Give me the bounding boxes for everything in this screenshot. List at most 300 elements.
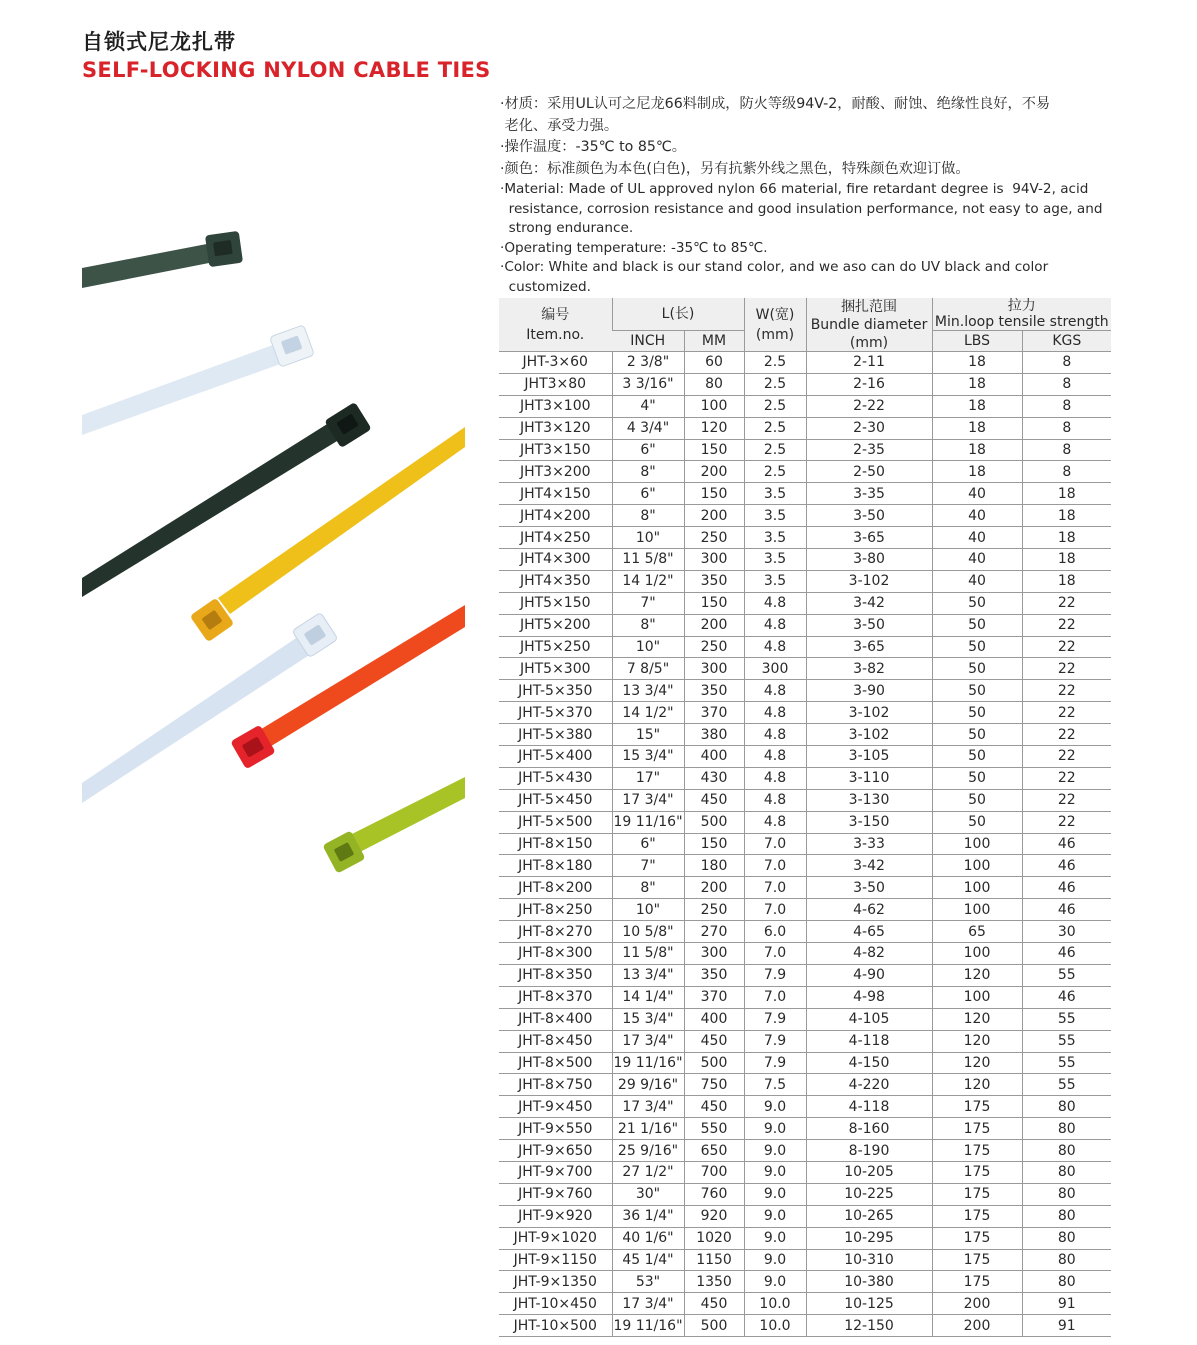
item-no-cell: JHT-9×1020 — [499, 1227, 612, 1249]
tensile-kgs-cell: 22 — [1022, 658, 1111, 680]
bundle-diameter-cell: 4-82 — [806, 943, 932, 965]
length-inch-cell: 8" — [612, 461, 684, 483]
length-inch-cell: 40 1/6" — [612, 1227, 684, 1249]
length-mm-cell: 400 — [684, 1008, 744, 1030]
width-cell: 2.5 — [744, 373, 806, 395]
bundle-diameter-cell: 3-80 — [806, 549, 932, 571]
inch-header: INCH — [612, 331, 684, 352]
tensile-kgs-cell: 55 — [1022, 964, 1111, 986]
width-cell: 4.8 — [744, 811, 806, 833]
bundle-diameter-cell: 2-30 — [806, 417, 932, 439]
length-inch-cell: 17 3/4" — [612, 1293, 684, 1315]
table-row — [499, 1205, 1111, 1227]
item-no-cell: JHT-9×650 — [499, 1140, 612, 1162]
length-mm-cell: 180 — [684, 855, 744, 877]
table-row — [499, 395, 1111, 417]
table-row — [499, 789, 1111, 811]
bundle-diameter-cell: 3-65 — [806, 527, 932, 549]
width-cell: 4.8 — [744, 767, 806, 789]
item-no-cell: JHT-5×400 — [499, 746, 612, 768]
tensile-kgs-cell: 22 — [1022, 746, 1111, 768]
bundle-diameter-cell: 2-16 — [806, 373, 932, 395]
item-no-cell: JHT4×300 — [499, 549, 612, 571]
length-inch-cell: 6" — [612, 833, 684, 855]
item-no-cell: JHT3×150 — [499, 439, 612, 461]
width-cell: 4.8 — [744, 789, 806, 811]
tensile-kgs-cell: 18 — [1022, 549, 1111, 571]
length-mm-cell: 550 — [684, 1118, 744, 1140]
table-row — [499, 614, 1111, 636]
tensile-lbs-cell: 100 — [932, 943, 1022, 965]
length-mm-cell: 150 — [684, 833, 744, 855]
tensile-lbs-cell: 40 — [932, 570, 1022, 592]
width-cell: 9.0 — [744, 1096, 806, 1118]
length-mm-cell: 430 — [684, 767, 744, 789]
bundle-diameter-cell: 3-50 — [806, 877, 932, 899]
table-row — [499, 1315, 1111, 1337]
bundle-diameter-cell: 12-150 — [806, 1315, 932, 1337]
item-no-cell: JHT-8×200 — [499, 877, 612, 899]
tensile-lbs-cell: 18 — [932, 373, 1022, 395]
bundle-diameter-cell: 3-33 — [806, 833, 932, 855]
bundle-diameter-cell: 3-102 — [806, 570, 932, 592]
length-mm-cell: 500 — [684, 811, 744, 833]
page-title-chinese: 自锁式尼龙扎带 — [82, 30, 236, 54]
description-line: ·Operating temperature: -35℃ to 85℃. — [500, 239, 768, 256]
length-inch-cell: 27 1/2" — [612, 1161, 684, 1183]
bundle-diameter-cell: 2-11 — [806, 352, 932, 374]
table-row — [499, 986, 1111, 1008]
bundle-diameter-cell: 10-295 — [806, 1227, 932, 1249]
table-row — [499, 658, 1111, 680]
tensile-lbs-cell: 100 — [932, 877, 1022, 899]
item-no-cell: JHT3×100 — [499, 395, 612, 417]
length-inch-cell: 17 3/4" — [612, 789, 684, 811]
tensile-kgs-cell: 80 — [1022, 1249, 1111, 1271]
length-inch-cell: 11 5/8" — [612, 943, 684, 965]
width-cell: 300 — [744, 658, 806, 680]
tensile-kgs-cell: 46 — [1022, 855, 1111, 877]
width-header: W(宽) (mm) — [744, 298, 806, 352]
item-no-cell: JHT-9×700 — [499, 1161, 612, 1183]
item-no-cell: JHT3×120 — [499, 417, 612, 439]
table-row — [499, 1227, 1111, 1249]
length-mm-cell: 150 — [684, 592, 744, 614]
length-mm-cell: 380 — [684, 724, 744, 746]
length-mm-cell: 450 — [684, 1096, 744, 1118]
tensile-lbs-cell: 50 — [932, 767, 1022, 789]
tensile-lbs-cell: 120 — [932, 964, 1022, 986]
item-no-cell: JHT3×200 — [499, 461, 612, 483]
item-no-cell: JHT3×80 — [499, 373, 612, 395]
table-row — [499, 527, 1111, 549]
tensile-kgs-cell: 91 — [1022, 1293, 1111, 1315]
length-mm-cell: 750 — [684, 1074, 744, 1096]
item-no-cell: JHT4×250 — [499, 527, 612, 549]
length-mm-cell: 350 — [684, 570, 744, 592]
length-mm-cell: 100 — [684, 395, 744, 417]
bundle-diameter-cell: 4-65 — [806, 921, 932, 943]
length-inch-cell: 30" — [612, 1183, 684, 1205]
width-cell: 4.8 — [744, 636, 806, 658]
bundle-diameter-cell: 3-110 — [806, 767, 932, 789]
length-inch-cell: 15 3/4" — [612, 746, 684, 768]
table-row — [499, 855, 1111, 877]
table-row — [499, 1140, 1111, 1162]
tensile-lbs-cell: 120 — [932, 1030, 1022, 1052]
item-no-cell: JHT-10×450 — [499, 1293, 612, 1315]
table-row — [499, 921, 1111, 943]
table-row — [499, 746, 1111, 768]
item-no-cell: JHT5×200 — [499, 614, 612, 636]
table-row — [499, 483, 1111, 505]
table-row — [499, 1008, 1111, 1030]
length-mm-cell: 350 — [684, 964, 744, 986]
width-cell: 4.8 — [744, 746, 806, 768]
length-mm-cell: 80 — [684, 373, 744, 395]
tensile-lbs-cell: 100 — [932, 986, 1022, 1008]
item-no-cell: JHT-8×270 — [499, 921, 612, 943]
length-inch-cell: 17 3/4" — [612, 1030, 684, 1052]
width-cell: 2.5 — [744, 439, 806, 461]
table-row — [499, 592, 1111, 614]
table-row — [499, 724, 1111, 746]
tensile-kgs-cell: 8 — [1022, 461, 1111, 483]
length-inch-cell: 13 3/4" — [612, 680, 684, 702]
item-no-header: 编号 Item.no. — [499, 298, 612, 352]
description-line: strong endurance. — [500, 220, 634, 237]
length-mm-cell: 150 — [684, 439, 744, 461]
width-cell: 9.0 — [744, 1161, 806, 1183]
bundle-diameter-cell: 10-380 — [806, 1271, 932, 1293]
tensile-kgs-cell: 80 — [1022, 1183, 1111, 1205]
length-inch-cell: 7 8/5" — [612, 658, 684, 680]
tensile-lbs-cell: 18 — [932, 439, 1022, 461]
width-cell: 7.9 — [744, 1052, 806, 1074]
table-row — [499, 461, 1111, 483]
table-row — [499, 1249, 1111, 1271]
item-no-cell: JHT5×150 — [499, 592, 612, 614]
table-row — [499, 1052, 1111, 1074]
length-mm-cell: 150 — [684, 483, 744, 505]
length-mm-cell: 300 — [684, 658, 744, 680]
bundle-diameter-cell: 3-105 — [806, 746, 932, 768]
description-line: ·Material: Made of UL approved nylon 66 material, fire retardant degree is 94V-2, acid — [500, 181, 1089, 197]
tensile-lbs-cell: 50 — [932, 746, 1022, 768]
length-mm-cell: 120 — [684, 417, 744, 439]
item-no-cell: JHT-8×750 — [499, 1074, 612, 1096]
item-no-cell: JHT-8×250 — [499, 899, 612, 921]
length-mm-cell: 760 — [684, 1183, 744, 1205]
tensile-lbs-cell: 175 — [932, 1096, 1022, 1118]
item-no-cell: JHT-5×430 — [499, 767, 612, 789]
tensile-lbs-cell: 40 — [932, 483, 1022, 505]
length-inch-cell: 17 3/4" — [612, 1096, 684, 1118]
length-inch-cell: 19 11/16" — [612, 811, 684, 833]
tensile-kgs-cell: 22 — [1022, 702, 1111, 724]
bundle-diameter-cell: 2-35 — [806, 439, 932, 461]
tensile-kgs-cell: 80 — [1022, 1161, 1111, 1183]
item-no-cell: JHT-9×1350 — [499, 1271, 612, 1293]
item-no-cell: JHT-5×450 — [499, 789, 612, 811]
mm-header: MM — [684, 331, 744, 352]
tensile-kgs-cell: 46 — [1022, 943, 1111, 965]
length-mm-cell: 1020 — [684, 1227, 744, 1249]
item-no-cell: JHT5×300 — [499, 658, 612, 680]
length-mm-cell: 200 — [684, 877, 744, 899]
tensile-lbs-cell: 40 — [932, 549, 1022, 571]
tensile-kgs-cell: 80 — [1022, 1205, 1111, 1227]
item-no-cell: JHT-8×180 — [499, 855, 612, 877]
width-cell: 7.0 — [744, 855, 806, 877]
tensile-kgs-cell: 55 — [1022, 1074, 1111, 1096]
tensile-lbs-cell: 50 — [932, 680, 1022, 702]
table-row — [499, 1074, 1111, 1096]
tensile-lbs-cell: 100 — [932, 899, 1022, 921]
width-cell: 7.0 — [744, 899, 806, 921]
tensile-lbs-cell: 18 — [932, 352, 1022, 374]
table-row — [499, 1293, 1111, 1315]
length-inch-cell: 4 3/4" — [612, 417, 684, 439]
cable-ties-photo — [0, 0, 470, 900]
length-mm-cell: 270 — [684, 921, 744, 943]
length-mm-cell: 920 — [684, 1205, 744, 1227]
length-mm-cell: 450 — [684, 1030, 744, 1052]
tensile-kgs-cell: 22 — [1022, 811, 1111, 833]
tensile-kgs-cell: 46 — [1022, 833, 1111, 855]
bundle-diameter-cell: 3-42 — [806, 855, 932, 877]
item-no-cell: JHT4×350 — [499, 570, 612, 592]
table-row — [499, 636, 1111, 658]
tensile-lbs-cell: 120 — [932, 1008, 1022, 1030]
tensile-lbs-cell: 50 — [932, 614, 1022, 636]
tensile-lbs-cell: 18 — [932, 461, 1022, 483]
length-inch-cell: 3 3/16" — [612, 373, 684, 395]
item-no-cell: JHT-5×380 — [499, 724, 612, 746]
table-row — [499, 1161, 1111, 1183]
tensile-kgs-cell: 18 — [1022, 505, 1111, 527]
width-cell: 9.0 — [744, 1227, 806, 1249]
specification-table — [499, 298, 1111, 1337]
table-row — [499, 439, 1111, 461]
tensile-lbs-cell: 50 — [932, 811, 1022, 833]
tensile-kgs-cell: 8 — [1022, 395, 1111, 417]
width-cell: 9.0 — [744, 1140, 806, 1162]
length-mm-cell: 1150 — [684, 1249, 744, 1271]
tensile-lbs-cell: 50 — [932, 658, 1022, 680]
length-inch-cell: 19 11/16" — [612, 1052, 684, 1074]
bundle-diameter-cell: 10-205 — [806, 1161, 932, 1183]
length-inch-cell: 8" — [612, 505, 684, 527]
width-cell: 7.0 — [744, 877, 806, 899]
length-inch-cell: 25 9/16" — [612, 1140, 684, 1162]
tensile-kgs-cell: 55 — [1022, 1052, 1111, 1074]
bundle-diameter-cell: 4-62 — [806, 899, 932, 921]
bundle-diameter-cell: 4-150 — [806, 1052, 932, 1074]
table-row — [499, 373, 1111, 395]
product-description — [500, 94, 1112, 298]
length-mm-cell: 200 — [684, 505, 744, 527]
table-row — [499, 1118, 1111, 1140]
tensile-lbs-cell: 50 — [932, 724, 1022, 746]
length-mm-cell: 250 — [684, 527, 744, 549]
table-header-row — [499, 298, 1111, 331]
width-cell: 9.0 — [744, 1183, 806, 1205]
tensile-kgs-cell: 8 — [1022, 439, 1111, 461]
length-mm-cell: 60 — [684, 352, 744, 374]
length-mm-cell: 400 — [684, 746, 744, 768]
length-inch-cell: 14 1/2" — [612, 570, 684, 592]
bundle-diameter-cell: 8-160 — [806, 1118, 932, 1140]
tensile-lbs-cell: 175 — [932, 1118, 1022, 1140]
tensile-lbs-cell: 40 — [932, 527, 1022, 549]
width-cell: 2.5 — [744, 461, 806, 483]
tensile-lbs-cell: 50 — [932, 702, 1022, 724]
kgs-header: KGS — [1022, 331, 1111, 352]
cable-tie-dark-green — [82, 231, 243, 288]
table-row — [499, 899, 1111, 921]
width-cell: 7.9 — [744, 1030, 806, 1052]
cable-tie-black — [82, 402, 372, 597]
item-no-cell: JHT4×150 — [499, 483, 612, 505]
bundle-diameter-cell: 10-310 — [806, 1249, 932, 1271]
width-cell: 3.5 — [744, 527, 806, 549]
tensile-kgs-cell: 91 — [1022, 1315, 1111, 1337]
width-cell: 2.5 — [744, 352, 806, 374]
width-cell: 7.9 — [744, 964, 806, 986]
tensile-kgs-cell: 80 — [1022, 1118, 1111, 1140]
width-cell: 3.5 — [744, 505, 806, 527]
width-cell: 4.8 — [744, 592, 806, 614]
length-mm-cell: 450 — [684, 1293, 744, 1315]
table-row — [499, 1271, 1111, 1293]
length-inch-cell: 10" — [612, 527, 684, 549]
item-no-cell: JHT5×250 — [499, 636, 612, 658]
bundle-diameter-cell: 4-220 — [806, 1074, 932, 1096]
item-no-cell: JHT-9×760 — [499, 1183, 612, 1205]
width-cell: 4.8 — [744, 724, 806, 746]
length-inch-cell: 11 5/8" — [612, 549, 684, 571]
tensile-kgs-cell: 22 — [1022, 680, 1111, 702]
width-cell: 4.8 — [744, 702, 806, 724]
tensile-kgs-cell: 8 — [1022, 352, 1111, 374]
tensile-lbs-cell: 120 — [932, 1052, 1022, 1074]
bundle-diameter-cell: 3-130 — [806, 789, 932, 811]
width-cell: 2.5 — [744, 417, 806, 439]
length-inch-cell: 14 1/2" — [612, 702, 684, 724]
bundle-diameter-cell: 4-105 — [806, 1008, 932, 1030]
description-line: ·材质：采用UL认可之尼龙66料制成，防火等级94V-2，耐酸、耐蚀、绝缘性良好，不易 — [500, 96, 1051, 112]
tensile-kgs-cell: 22 — [1022, 636, 1111, 658]
item-no-cell: JHT-8×150 — [499, 833, 612, 855]
tensile-kgs-cell: 46 — [1022, 986, 1111, 1008]
tensile-kgs-cell: 80 — [1022, 1140, 1111, 1162]
length-mm-cell: 500 — [684, 1315, 744, 1337]
length-inch-cell: 4" — [612, 395, 684, 417]
description-line: resistance, corrosion resistance and good insulation performance, not easy to age, and — [500, 200, 1103, 217]
item-no-cell: JHT-9×550 — [499, 1118, 612, 1140]
length-mm-cell: 700 — [684, 1161, 744, 1183]
length-mm-cell: 300 — [684, 549, 744, 571]
cable-tie-yellow-green — [322, 777, 465, 874]
length-inch-cell: 10 5/8" — [612, 921, 684, 943]
tensile-lbs-cell: 175 — [932, 1161, 1022, 1183]
length-inch-cell: 53" — [612, 1271, 684, 1293]
length-inch-cell: 13 3/4" — [612, 964, 684, 986]
length-mm-cell: 500 — [684, 1052, 744, 1074]
table-row — [499, 570, 1111, 592]
table-row — [499, 877, 1111, 899]
width-cell: 10.0 — [744, 1293, 806, 1315]
width-cell: 2.5 — [744, 395, 806, 417]
bundle-diameter-cell: 3-102 — [806, 724, 932, 746]
tensile-kgs-cell: 22 — [1022, 592, 1111, 614]
tensile-kgs-cell: 22 — [1022, 767, 1111, 789]
table-row — [499, 1030, 1111, 1052]
width-cell: 7.0 — [744, 833, 806, 855]
tensile-lbs-cell: 65 — [932, 921, 1022, 943]
tensile-strength-header: 拉力 Min.loop tensile strength — [932, 298, 1111, 331]
bundle-diameter-cell: 3-50 — [806, 614, 932, 636]
item-no-cell: JHT-9×1150 — [499, 1249, 612, 1271]
tensile-kgs-cell: 22 — [1022, 614, 1111, 636]
table-row — [499, 680, 1111, 702]
bundle-diameter-cell: 3-65 — [806, 636, 932, 658]
width-cell: 7.5 — [744, 1074, 806, 1096]
table-row — [499, 943, 1111, 965]
table-row — [499, 767, 1111, 789]
item-no-cell: JHT-5×500 — [499, 811, 612, 833]
bundle-diameter-cell: 3-50 — [806, 505, 932, 527]
table-row — [499, 417, 1111, 439]
bundle-diameter-cell: 3-102 — [806, 702, 932, 724]
bundle-diameter-cell: 10-125 — [806, 1293, 932, 1315]
tensile-lbs-cell: 200 — [932, 1293, 1022, 1315]
description-line: customized. — [500, 278, 591, 295]
width-cell: 7.0 — [744, 943, 806, 965]
tensile-lbs-cell: 175 — [932, 1205, 1022, 1227]
length-inch-cell: 21 1/16" — [612, 1118, 684, 1140]
tensile-kgs-cell: 80 — [1022, 1271, 1111, 1293]
length-inch-cell: 6" — [612, 483, 684, 505]
length-mm-cell: 300 — [684, 943, 744, 965]
tensile-lbs-cell: 18 — [932, 395, 1022, 417]
table-row — [499, 811, 1111, 833]
width-cell: 3.5 — [744, 570, 806, 592]
item-no-cell: JHT-5×370 — [499, 702, 612, 724]
length-inch-cell: 17" — [612, 767, 684, 789]
bundle-diameter-header: 捆扎范围 Bundle diameter (mm) — [806, 298, 932, 352]
width-cell: 4.8 — [744, 614, 806, 636]
tensile-kgs-cell: 8 — [1022, 373, 1111, 395]
width-cell: 4.8 — [744, 680, 806, 702]
table-row — [499, 964, 1111, 986]
tensile-lbs-cell: 100 — [932, 833, 1022, 855]
tensile-lbs-cell: 175 — [932, 1140, 1022, 1162]
length-inch-cell: 14 1/4" — [612, 986, 684, 1008]
length-inch-cell: 10" — [612, 899, 684, 921]
tensile-kgs-cell: 18 — [1022, 570, 1111, 592]
cable-tie-red — [230, 605, 465, 769]
item-no-cell: JHT-8×370 — [499, 986, 612, 1008]
tensile-kgs-cell: 55 — [1022, 1030, 1111, 1052]
item-no-cell: JHT-3×60 — [499, 352, 612, 374]
bundle-diameter-cell: 4-118 — [806, 1030, 932, 1052]
length-inch-cell: 15" — [612, 724, 684, 746]
length-mm-cell: 200 — [684, 461, 744, 483]
bundle-diameter-cell: 8-190 — [806, 1140, 932, 1162]
description-line: 老化、承受力强。 — [500, 117, 619, 134]
